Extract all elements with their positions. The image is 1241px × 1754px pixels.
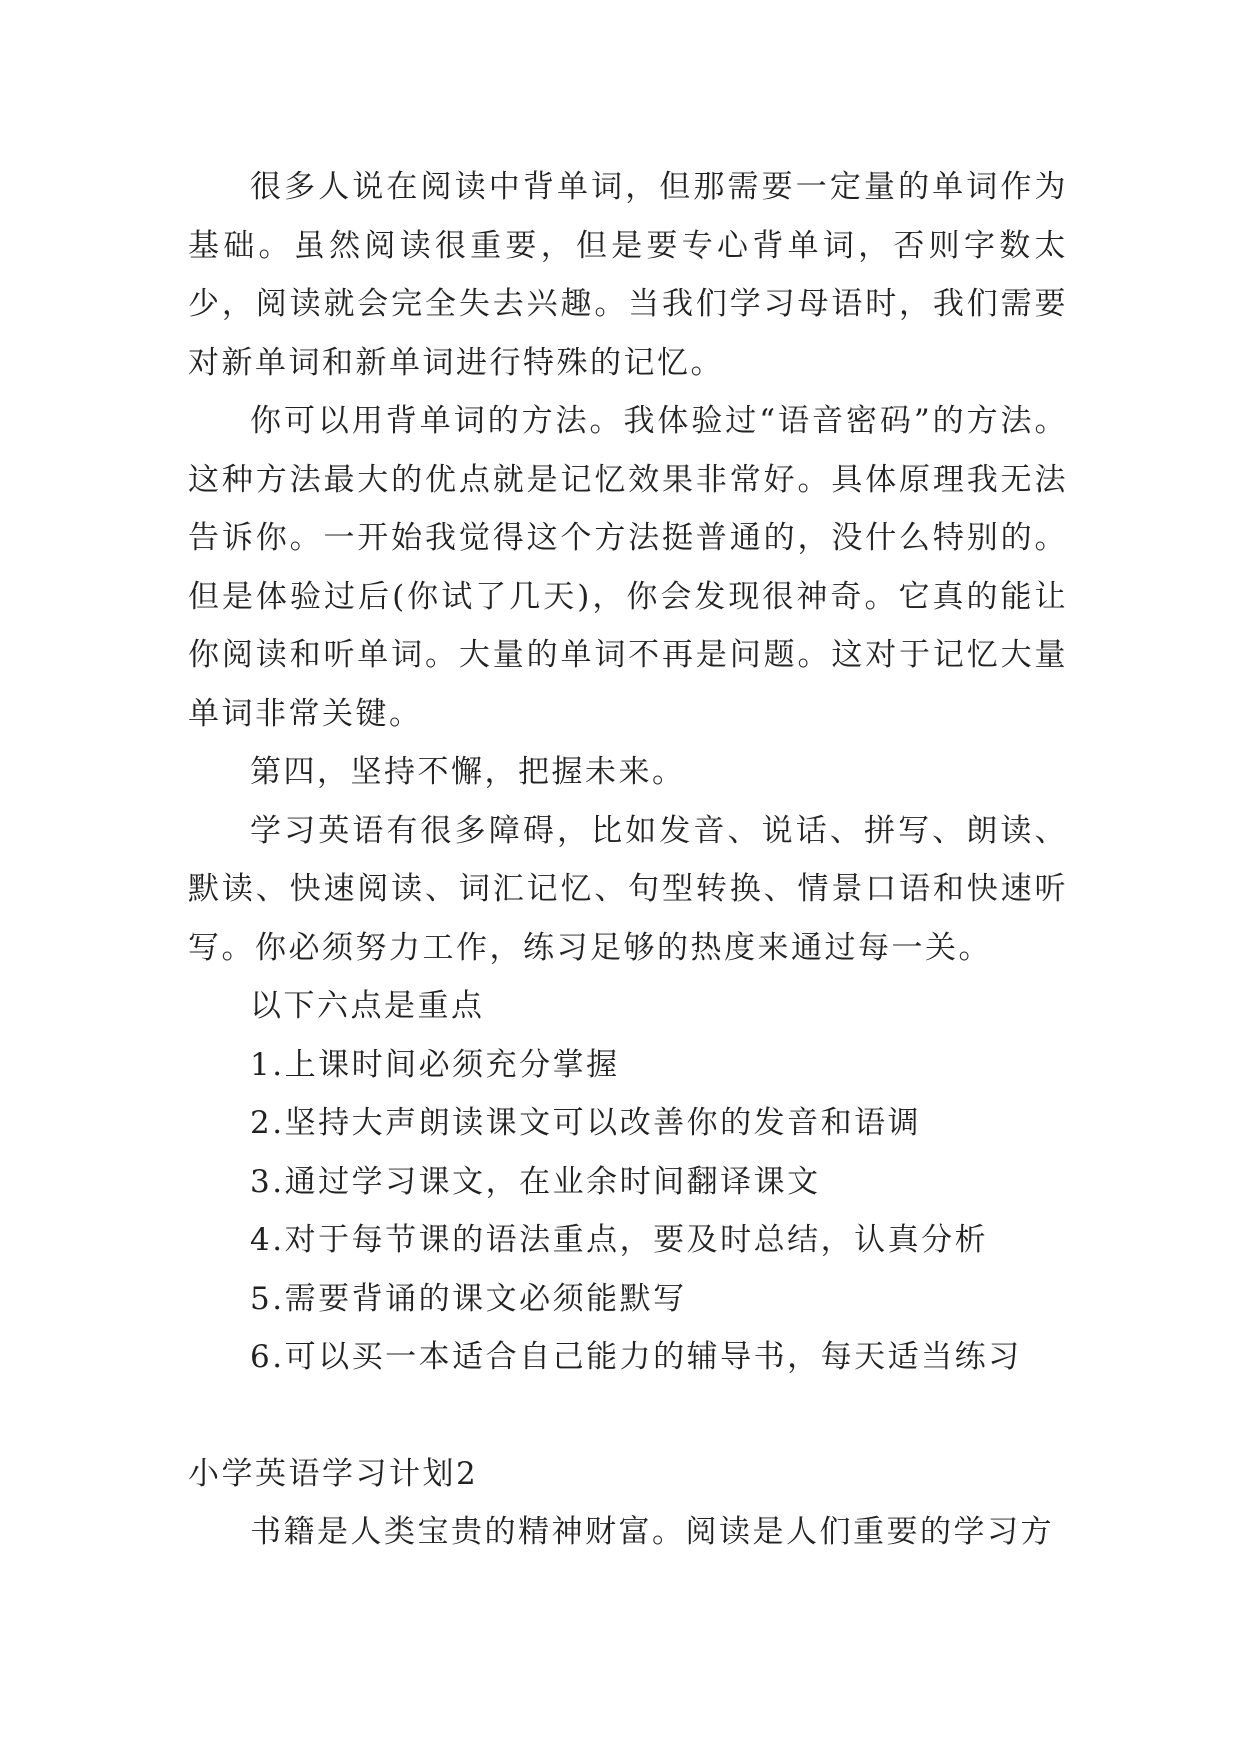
list-item: 3.通过学习课文，在业余时间翻译课文 — [250, 1163, 821, 1200]
paragraph-six-points-intro: 以下六点是重点 — [250, 988, 485, 1024]
document-body — [188, 158, 1068, 1562]
paragraph-fourth-point: 第四，坚持不懈，把握未来。 — [250, 754, 686, 790]
list-item: 2.坚持大声朗读课文可以改善你的发音和语调 — [250, 1105, 922, 1141]
list-item: 5.需要背诵的课文必须能默写 — [250, 1280, 687, 1317]
paragraph-reading-vocabulary: 很多人说在阅读中背单词，但那需要一定量的单词作为基础。虽然阅读很重要，但是要专心背单词，否则字数太少，阅读就会完全失去兴趣。当我们学习母语时，我们需要对新单词和新单词进行特殊的记忆。 — [188, 169, 1068, 381]
list-item: 1.上课时间必须充分掌握 — [250, 1046, 620, 1083]
paragraph-learning-obstacles: 学习英语有很多障碍，比如发音、说话、拼写、朗读、默读、快速阅读、词汇记忆、句型转换、情景口语和快速听写。你必须努力工作，练习足够的热度来通过每一关。 — [188, 812, 1068, 966]
section-title: 小学英语学习计划2 — [188, 1455, 479, 1492]
list-item: 6.可以买一本适合自己能力的辅导书，每天适当练习 — [250, 1339, 1022, 1375]
list-item: 4.对于每节课的语法重点，要及时总结，认真分析 — [250, 1222, 989, 1258]
paragraph-books-intro: 书籍是人类宝贵的精神财富。阅读是人们重要的学习方 — [250, 1514, 1054, 1550]
paragraph-memorization-method: 你可以用背单词的方法。我体验过“语音密码”的方法。这种方法最大的优点就是记忆效果非常好。具体原理我无法告诉你。一开始我觉得这个方法挺普通的，没什么特别的。但是体验过后(你试了几天)，你会发现很神奇。它真的能让你阅读和听单词。大量的单词不再是问题。这对于记忆大量单词非常关键。 — [188, 403, 1068, 732]
